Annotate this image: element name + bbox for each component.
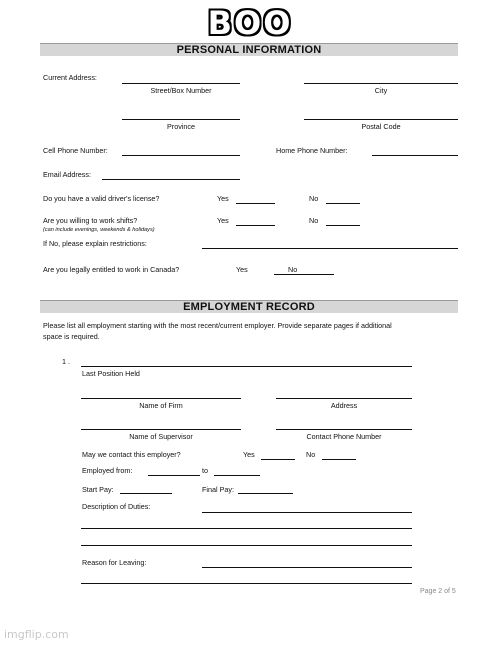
firm-address-caption: Address [330,401,358,410]
home-phone-label: Home Phone Number: [276,146,348,155]
entitled-yes-label: Yes [236,265,248,274]
shifts-no-label: No [309,216,319,225]
supervisor-caption: Name of Supervisor [129,432,193,441]
imgflip-watermark: imgflip.com [4,628,69,641]
duties-field-line3[interactable] [81,545,412,546]
final-pay-label: Final Pay: [202,485,234,494]
drivers-license-no-label: No [309,194,319,203]
firm-name-caption: Name of Firm [139,401,183,410]
final-pay-field[interactable] [238,493,293,494]
shifts-no-field[interactable] [326,225,360,226]
street-caption: Street/Box Number [150,86,212,95]
employment-instructions-line1: Please list all employment starting with the most recent/current employer. Provide separate pages if additional [43,321,392,330]
province-caption: Province [167,122,195,131]
employed-from-field[interactable] [148,475,200,476]
contact-phone-field[interactable] [276,429,412,430]
restrictions-field[interactable] [202,248,458,249]
postal-code-field[interactable] [304,119,458,120]
may-contact-no-field[interactable] [322,459,356,460]
may-contact-no-label: No [306,450,316,459]
email-field[interactable] [102,179,240,180]
last-position-field[interactable] [81,366,412,367]
entry-number: 1 . [62,357,70,366]
current-address-label: Current Address: [43,73,97,82]
shifts-yes-field[interactable] [236,225,275,226]
employed-from-label: Employed from: [82,466,133,475]
supervisor-field[interactable] [81,429,241,430]
page-indicator: Page 2 of 5 [420,588,456,595]
restrictions-label: If No, please explain restrictions: [43,239,147,248]
home-phone-field[interactable] [372,155,458,156]
shifts-yes-label: Yes [217,216,229,225]
cell-phone-label: Cell Phone Number: [43,146,108,155]
description-of-duties-label: Description of Duties: [82,502,151,511]
firm-name-field[interactable] [81,398,241,399]
may-contact-question: May we contact this employer? [82,450,181,459]
drivers-license-question: Do you have a valid driver's license? [43,194,160,203]
entitled-no-field[interactable] [302,274,334,275]
contact-phone-caption: Contact Phone Number [306,432,382,441]
reason-for-leaving-label: Reason for Leaving: [82,558,147,567]
entitled-question: Are you legally entitled to work in Canada? [43,265,180,274]
shifts-note: (can include evenings, weekends & holidays) [43,227,155,233]
start-pay-label: Start Pay: [82,485,114,494]
firm-address-field[interactable] [276,398,412,399]
reason-field-line2[interactable] [81,583,412,584]
drivers-license-yes-field[interactable] [236,203,275,204]
street-field[interactable] [122,83,240,84]
may-contact-yes-label: Yes [243,450,255,459]
start-pay-field[interactable] [120,493,172,494]
province-field[interactable] [122,119,240,120]
may-contact-yes-field[interactable] [261,459,295,460]
last-position-caption: Last Position Held [82,369,140,378]
personal-info-title: PERSONAL INFORMATION [176,44,322,56]
entitled-no-label: No [288,265,298,274]
shifts-question: Are you willing to work shifts? [43,216,138,225]
duties-field-line1[interactable] [202,512,412,513]
reason-field-line1[interactable] [202,567,412,568]
city-caption: City [374,86,388,95]
drivers-license-no-field[interactable] [326,203,360,204]
city-field[interactable] [304,83,458,84]
employed-to-field[interactable] [214,475,260,476]
meme-caption: BOO [207,4,293,42]
employment-title: EMPLOYMENT RECORD [183,301,315,313]
email-label: Email Address: [43,170,91,179]
cell-phone-field[interactable] [122,155,240,156]
postal-code-caption: Postal Code [361,122,401,131]
drivers-license-yes-label: Yes [217,194,229,203]
duties-field-line2[interactable] [81,528,412,529]
employment-instructions-line2: space is required. [43,332,100,341]
employed-to-label: to [202,466,208,475]
